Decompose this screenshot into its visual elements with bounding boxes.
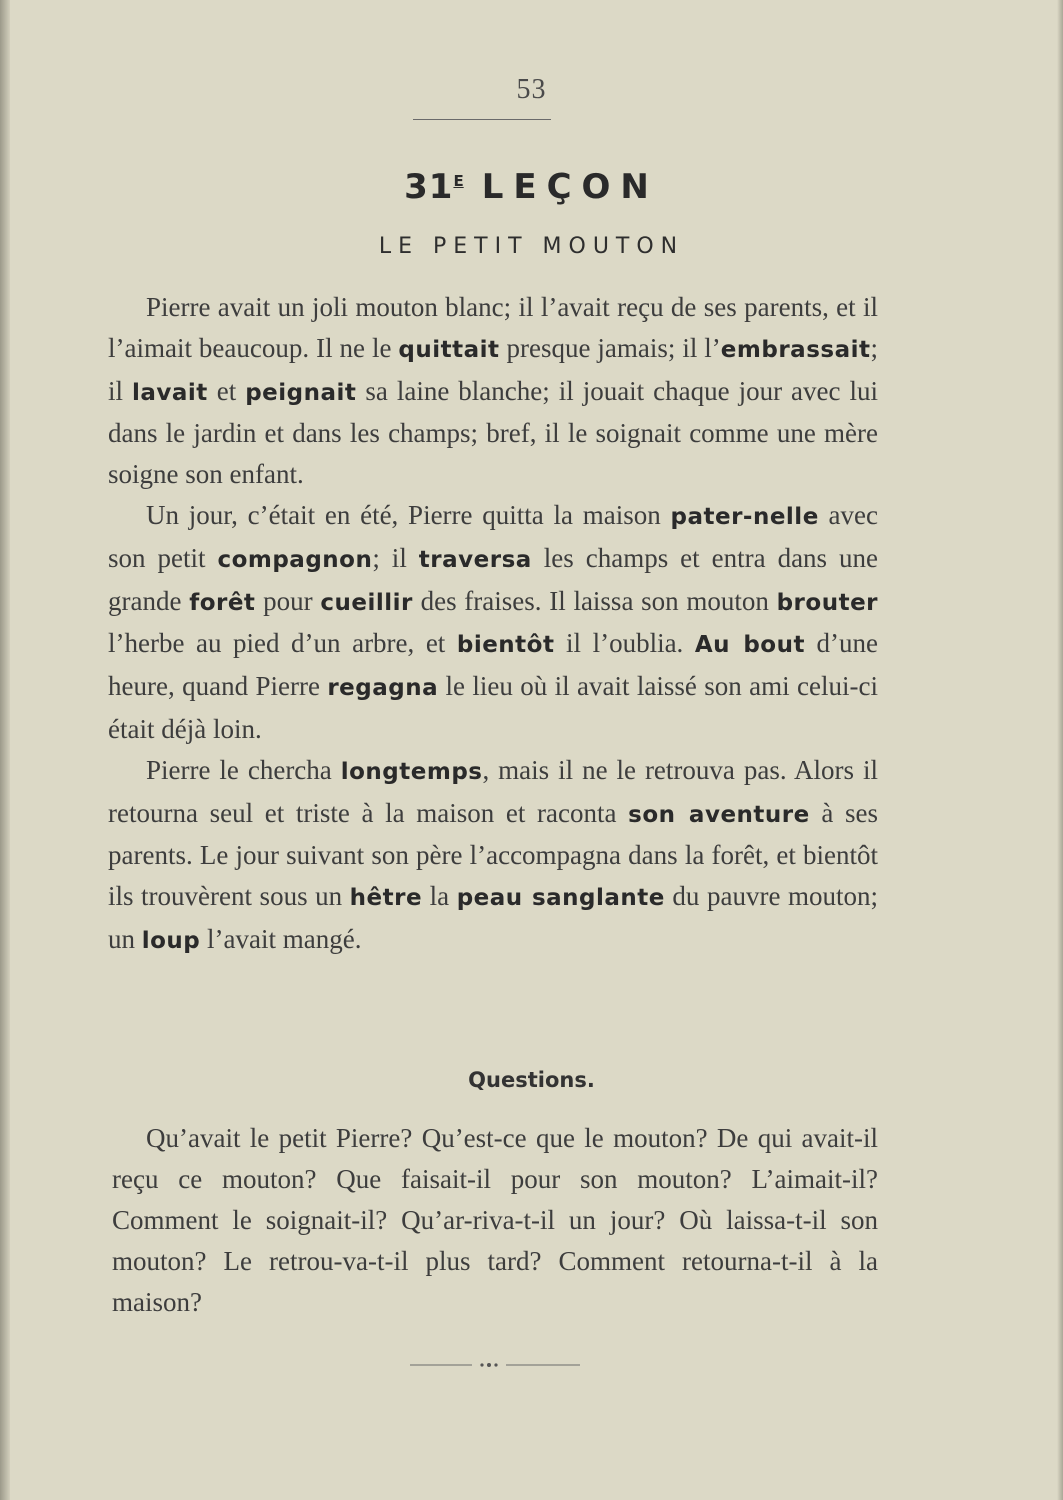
vocabulary-word: embrassait bbox=[720, 336, 871, 363]
vocabulary-word: traversa bbox=[418, 546, 532, 573]
story-text-run: à ses parents. Le jour suivant son père l’accompagna dans la forêt, et bientôt ils trouvèrent sous un bbox=[108, 797, 879, 912]
story-text-run: le lieu où il avait laissé son ami celui-ci était déjà loin. bbox=[108, 671, 878, 744]
vocabulary-word: quittait bbox=[398, 336, 500, 363]
end-ornament bbox=[410, 1360, 580, 1370]
lesson-number: 31 bbox=[404, 167, 454, 207]
vocabulary-word: regagna bbox=[327, 675, 439, 702]
vocabulary-word: forêt bbox=[189, 589, 256, 616]
story-text-run: ; il bbox=[108, 332, 878, 406]
story-text-run: presque jamais; il l’ bbox=[499, 332, 721, 363]
vocabulary-word: peignait bbox=[245, 379, 357, 406]
vocabulary-word: son aventure bbox=[628, 801, 810, 828]
story-text-run: d’une heure, quand Pierre bbox=[108, 628, 878, 702]
vocabulary-word: bientôt bbox=[456, 632, 555, 659]
questions-text bbox=[112, 1118, 878, 1323]
vocabulary-word: peau sanglante bbox=[456, 885, 665, 912]
story-text bbox=[108, 287, 878, 962]
vocabulary-word: loup bbox=[141, 927, 201, 954]
story-text-run: du pauvre mouton; un bbox=[108, 881, 878, 954]
questions-heading: Questions. bbox=[468, 1068, 595, 1092]
story-text-run: pour bbox=[255, 585, 321, 616]
vocabulary-word: longtemps bbox=[340, 758, 483, 785]
page-number-rule bbox=[413, 119, 551, 120]
story-paragraph bbox=[108, 495, 878, 750]
page-right-edge bbox=[1057, 0, 1063, 1500]
story-text-run: Pierre avait un joli mouton blanc; il l’avait reçu de ses parents, et il l’aimait beaucoup. Il ne le bbox=[108, 292, 878, 363]
lesson-title bbox=[0, 167, 1063, 207]
story-text-run: la bbox=[422, 881, 457, 912]
page-binding-edge bbox=[0, 0, 10, 1500]
story-text-run: avec son petit bbox=[108, 499, 878, 573]
story-paragraph bbox=[108, 750, 878, 962]
story-paragraph bbox=[108, 287, 878, 495]
lesson-subtitle: LE PETIT MOUTON bbox=[378, 234, 685, 259]
vocabulary-word: compagnon bbox=[217, 546, 373, 573]
story-text-run: ; il bbox=[372, 542, 419, 573]
page-number: 53 bbox=[516, 74, 547, 105]
vocabulary-word: Au bout bbox=[694, 632, 805, 659]
story-text-run: il l’oublia. bbox=[554, 628, 695, 659]
story-text-run: et bbox=[207, 375, 246, 406]
questions-paragraph: Qu’avait le petit Pierre? Qu’est-ce que le mouton? De qui avait-il reçu ce mouton? Que faisait-il pour son mouton? L’aimait-il? Comment le soignait-il? Qu’ar-riva-t-il un jour? Où laissa-t-il son mouton? Le retrou-va-t-il plus tard? Comment retourna-t-il à la maison? bbox=[112, 1123, 878, 1317]
story-text-run: Pierre le chercha bbox=[146, 754, 341, 785]
story-text-run: les champs et entra dans une grande bbox=[108, 542, 879, 616]
vocabulary-word: hêtre bbox=[349, 885, 423, 912]
story-text-run: Un jour, c’était en été, Pierre quitta la maison bbox=[146, 499, 671, 530]
story-text-run: l’avait mangé. bbox=[200, 923, 362, 954]
story-text-run: sa laine blanche; il jouait chaque jour avec lui dans le jardin et dans les champs; bref, il le soignait comme une mère soigne son enfant. bbox=[108, 375, 878, 490]
vocabulary-word: cueillir bbox=[320, 589, 413, 616]
lesson-number-suffix: E bbox=[453, 172, 464, 190]
story-text-run: l’herbe au pied d’un arbre, et bbox=[108, 628, 457, 659]
vocabulary-word: brouter bbox=[776, 589, 879, 616]
lesson-word: LEÇON bbox=[481, 167, 659, 207]
vocabulary-word: lavait bbox=[131, 379, 208, 406]
vocabulary-word: pater-nelle bbox=[670, 503, 819, 530]
story-text-run: des fraises. Il laissa son mouton bbox=[412, 585, 777, 616]
story-text-run: , mais il ne le retrouva pas. Alors il retourna seul et triste à la maison et raconta bbox=[108, 754, 878, 828]
